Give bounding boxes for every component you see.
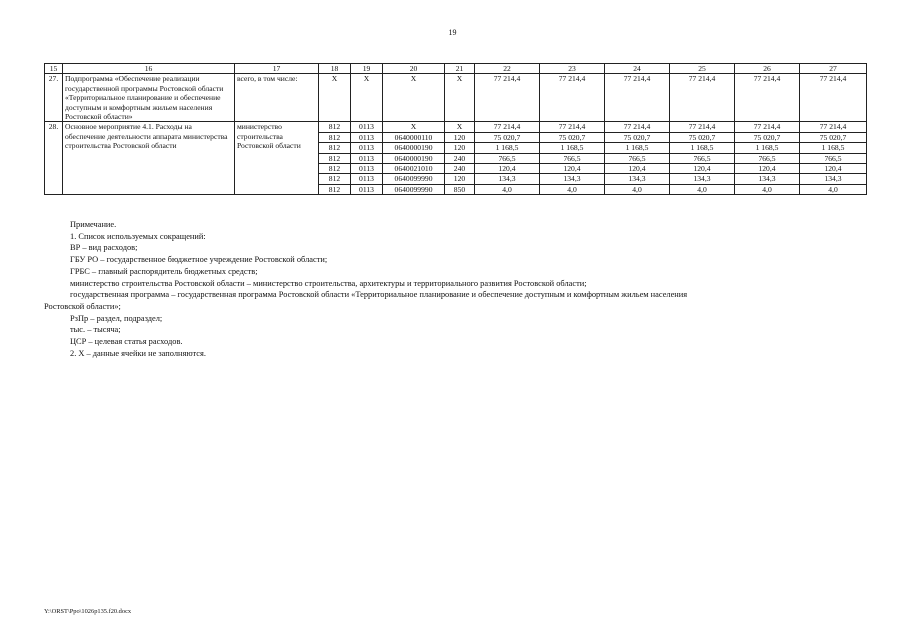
- note-line: министерство строительства Ростовской области – министерство строительства, архитектуры и территориального развития Ростовской области;: [70, 278, 587, 288]
- cell-grbs: 812: [319, 164, 351, 174]
- cell-grbs: 812: [319, 132, 351, 142]
- cell-grbs: 812: [319, 184, 351, 194]
- cell-value: 77 214,4: [735, 74, 800, 122]
- column-header: 22: [475, 64, 540, 74]
- row-responsible: министерство строительства Ростовской области: [235, 122, 319, 195]
- cell-csr: 0640099990: [383, 174, 445, 184]
- cell-value: 77 214,4: [475, 122, 540, 132]
- cell-value: 766,5: [605, 153, 670, 163]
- cell-value: 120,4: [540, 164, 605, 174]
- cell-vr: X: [445, 74, 475, 122]
- row-responsible: всего, в том числе:: [235, 74, 319, 122]
- cell-value: 75 020,7: [540, 132, 605, 142]
- column-header: 25: [670, 64, 735, 74]
- cell-value: 77 214,4: [605, 74, 670, 122]
- cell-rzpr: 0113: [351, 132, 383, 142]
- cell-vr: 850: [445, 184, 475, 194]
- cell-value: 766,5: [670, 153, 735, 163]
- row-number: 27.: [45, 74, 63, 122]
- cell-value: 75 020,7: [800, 132, 867, 142]
- column-header: 27: [800, 64, 867, 74]
- row-number: 28.: [45, 122, 63, 195]
- cell-csr: 0640021010: [383, 164, 445, 174]
- column-header: 21: [445, 64, 475, 74]
- cell-csr: 0640000190: [383, 153, 445, 163]
- cell-value: 77 214,4: [540, 122, 605, 132]
- cell-value: 134,3: [605, 174, 670, 184]
- cell-value: 77 214,4: [670, 74, 735, 122]
- cell-csr: X: [383, 122, 445, 132]
- column-header: 23: [540, 64, 605, 74]
- cell-grbs: X: [319, 74, 351, 122]
- cell-value: 4,0: [605, 184, 670, 194]
- cell-csr: 0640099990: [383, 184, 445, 194]
- cell-value: 1 168,5: [735, 143, 800, 153]
- cell-value: 4,0: [670, 184, 735, 194]
- cell-rzpr: 0113: [351, 184, 383, 194]
- cell-vr: X: [445, 122, 475, 132]
- cell-grbs: 812: [319, 122, 351, 132]
- cell-grbs: 812: [319, 174, 351, 184]
- cell-rzpr: X: [351, 74, 383, 122]
- cell-value: 4,0: [475, 184, 540, 194]
- column-header: 19: [351, 64, 383, 74]
- cell-value: 120,4: [800, 164, 867, 174]
- table-row: [45, 74, 867, 122]
- cell-rzpr: 0113: [351, 143, 383, 153]
- cell-value: 134,3: [475, 174, 540, 184]
- note-line: ВР – вид расходов;: [70, 243, 138, 253]
- row-name: Основное мероприятие 4.1. Расходы на обеспечение деятельности аппарата министерства строительства Ростовской области: [63, 122, 235, 195]
- cell-value: 766,5: [800, 153, 867, 163]
- cell-csr: X: [383, 74, 445, 122]
- cell-value: 1 168,5: [540, 143, 605, 153]
- cell-rzpr: 0113: [351, 122, 383, 132]
- cell-value: 77 214,4: [670, 122, 735, 132]
- column-header: 26: [735, 64, 800, 74]
- cell-value: 120,4: [735, 164, 800, 174]
- cell-vr: 240: [445, 153, 475, 163]
- column-header: 24: [605, 64, 670, 74]
- cell-value: 120,4: [475, 164, 540, 174]
- cell-value: 766,5: [735, 153, 800, 163]
- note-line: ЦСР – целевая статья расходов.: [70, 337, 183, 347]
- note-line: Ростовской области»;: [44, 301, 121, 311]
- cell-value: 1 168,5: [670, 143, 735, 153]
- cell-csr: 0640000190: [383, 143, 445, 153]
- cell-value: 77 214,4: [605, 122, 670, 132]
- cell-value: 134,3: [670, 174, 735, 184]
- notes-title: Примечание.: [70, 220, 117, 229]
- column-header: 16: [63, 64, 235, 74]
- note-line: ГБУ РО – государственное бюджетное учреждение Ростовской области;: [70, 255, 328, 265]
- cell-value: 75 020,7: [735, 132, 800, 142]
- note-line: государственная программа – государственная программа Ростовской области «Территориальное планирование и обеспечение доступным и комфортным жильем населения: [70, 290, 688, 300]
- cell-vr: 240: [445, 164, 475, 174]
- cell-value: 77 214,4: [475, 74, 540, 122]
- cell-rzpr: 0113: [351, 164, 383, 174]
- cell-grbs: 812: [319, 153, 351, 163]
- cell-value: 4,0: [800, 184, 867, 194]
- cell-value: 77 214,4: [540, 74, 605, 122]
- notes-section: [44, 219, 866, 359]
- cell-value: 120,4: [605, 164, 670, 174]
- file-path-footer: Y:\ORST\Ppo\1026p135.f20.docx: [44, 608, 132, 615]
- cell-value: 134,3: [540, 174, 605, 184]
- note-line: ГРБС – главный распорядитель бюджетных средств;: [70, 266, 258, 276]
- cell-value: 4,0: [735, 184, 800, 194]
- cell-value: 77 214,4: [800, 74, 867, 122]
- cell-value: 766,5: [475, 153, 540, 163]
- note-line: тыс. – тысяча;: [70, 325, 121, 335]
- table-row: [45, 122, 867, 132]
- cell-rzpr: 0113: [351, 174, 383, 184]
- cell-value: 1 168,5: [475, 143, 540, 153]
- cell-value: 120,4: [670, 164, 735, 174]
- cell-grbs: 812: [319, 143, 351, 153]
- table-header-row: [45, 64, 867, 74]
- budget-table: [44, 63, 867, 195]
- cell-value: 134,3: [800, 174, 867, 184]
- cell-csr: 0640000110: [383, 132, 445, 142]
- cell-value: 75 020,7: [475, 132, 540, 142]
- cell-value: 766,5: [540, 153, 605, 163]
- cell-value: 75 020,7: [605, 132, 670, 142]
- cell-vr: 120: [445, 143, 475, 153]
- note-line: 1. Список используемых сокращений:: [70, 231, 206, 241]
- cell-value: 77 214,4: [800, 122, 867, 132]
- cell-vr: 120: [445, 132, 475, 142]
- page-number: 19: [448, 28, 457, 37]
- cell-value: 1 168,5: [800, 143, 867, 153]
- cell-value: 75 020,7: [670, 132, 735, 142]
- cell-value: 4,0: [540, 184, 605, 194]
- cell-value: 1 168,5: [605, 143, 670, 153]
- column-header: 18: [319, 64, 351, 74]
- row-name: Подпрограмма «Обеспечение реализации государственной программы Ростовской области «Территориальное планирование и обеспечение доступным и комфортным жильем населения Ростовской области»: [63, 74, 235, 122]
- cell-value: 134,3: [735, 174, 800, 184]
- column-header: 20: [383, 64, 445, 74]
- cell-vr: 120: [445, 174, 475, 184]
- cell-rzpr: 0113: [351, 153, 383, 163]
- cell-value: 77 214,4: [735, 122, 800, 132]
- column-header: 17: [235, 64, 319, 74]
- note-line: 2. Х – данные ячейки не заполняются.: [70, 348, 206, 358]
- note-line: РзПр – раздел, подраздел;: [70, 313, 163, 323]
- column-header: 15: [45, 64, 63, 74]
